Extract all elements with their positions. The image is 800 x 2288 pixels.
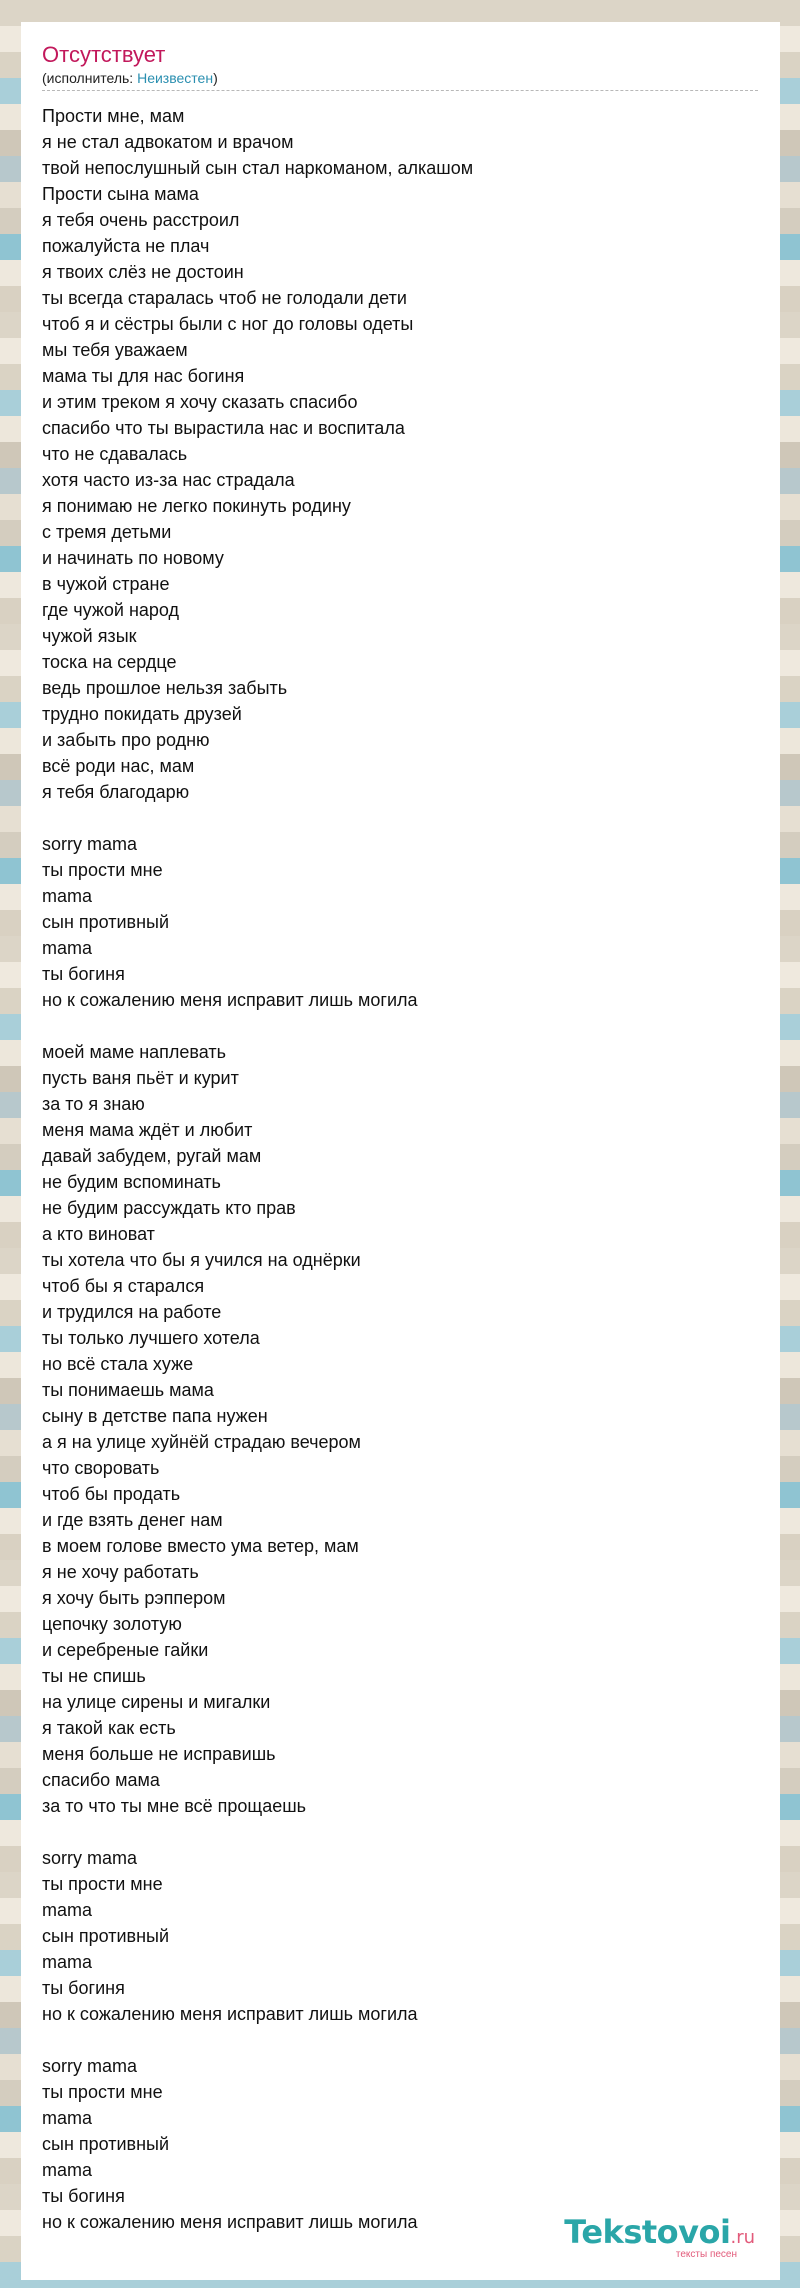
lyric-line: чтоб бы я старался (42, 1276, 205, 1296)
lyric-line: sorry mama (42, 834, 138, 854)
lyric-line: сын противный (42, 912, 170, 932)
lyric-line: не будим вспоминать (42, 1172, 221, 1192)
lyric-line: я не стал адвокатом и врачом (42, 132, 294, 152)
lyric-line: и серебреные гайки (42, 1640, 209, 1660)
lyric-line: моей маме наплевать (42, 1042, 227, 1062)
lyric-line: Прости сына мама (42, 184, 199, 204)
lyric-line: sorry mama (42, 2056, 138, 2076)
lyric-line: твой непослушный сын стал наркоманом, алкашом (42, 158, 474, 178)
lyric-line: мама ты для нас богиня (42, 366, 245, 386)
lyric-line: я твоих слёз не достоин (42, 262, 244, 282)
lyric-line: я тебя благодарю (42, 782, 190, 802)
lyric-line: и трудился на работе (42, 1302, 222, 1322)
artist-line (42, 69, 758, 87)
artist-prefix: (исполнитель: (42, 70, 138, 86)
lyric-line: с тремя детьми (42, 522, 172, 542)
lyric-line: ты прости мне (42, 860, 163, 880)
site-logo[interactable] (564, 2215, 755, 2260)
lyric-line: а я на улице хуйнёй страдаю вечером (42, 1432, 361, 1452)
lyric-line: на улице сирены и мигалки (42, 1692, 271, 1712)
lyric-line: за то я знаю (42, 1094, 145, 1114)
logo-main-text: Tekstovoi (564, 2213, 731, 2251)
lyric-line: ты богиня (42, 1978, 125, 1998)
artist-link[interactable]: Неизвестен (137, 70, 214, 86)
lyric-line: за то что ты мне всё прощаешь (42, 1796, 307, 1816)
lyric-line: ты не спишь (42, 1666, 146, 1686)
lyric-line: что своровать (42, 1458, 160, 1478)
lyric-line: ведь прошлое нельзя забыть (42, 678, 288, 698)
lyric-line: sorry mama (42, 1848, 138, 1868)
lyric-line: но всё стала хуже (42, 1354, 194, 1374)
lyric-line: mama (42, 1952, 93, 1972)
lyric-line: ты богиня (42, 964, 125, 984)
lyric-line: пусть ваня пьёт и курит (42, 1068, 239, 1088)
song-title: Отсутствует (42, 42, 166, 67)
lyric-line: мы тебя уважаем (42, 340, 188, 360)
lyrics-card (21, 22, 780, 2280)
lyric-line: спасибо мама (42, 1770, 160, 1790)
lyric-line: mama (42, 1900, 93, 1920)
lyric-line: и где взять денег нам (42, 1510, 223, 1530)
lyric-line: я хочу быть рэппером (42, 1588, 226, 1608)
lyric-line: ты богиня (42, 2186, 125, 2206)
lyric-line: я такой как есть (42, 1718, 176, 1738)
lyric-line: ты только лучшего хотела (42, 1328, 260, 1348)
artist-suffix: ) (213, 70, 218, 86)
lyric-line: тоска на сердце (42, 652, 177, 672)
logo-domain-suffix: .ru (730, 2227, 755, 2248)
lyric-line: я тебя очень расстроил (42, 210, 240, 230)
lyric-line: чтоб бы продать (42, 1484, 181, 1504)
lyric-line: где чужой народ (42, 600, 180, 620)
lyric-line: и забыть про родню (42, 730, 210, 750)
stanza-break (42, 1013, 758, 1039)
lyric-line: ты понимаешь мама (42, 1380, 214, 1400)
lyric-line: а кто виноват (42, 1224, 155, 1244)
lyric-line: чтоб я и сёстры были с ног до головы одеты (42, 314, 414, 334)
lyric-line: ты прости мне (42, 1874, 163, 1894)
lyric-line: я понимаю не легко покинуть родину (42, 496, 351, 516)
lyric-line: но к сожалению меня исправит лишь могила (42, 2004, 418, 2024)
lyric-line: ты всегда старалась чтоб не голодали дети (42, 288, 407, 308)
lyric-line: и этим треком я хочу сказать спасибо (42, 392, 358, 412)
lyric-line: всё роди нас, мам (42, 756, 195, 776)
lyric-line: я не хочу работать (42, 1562, 199, 1582)
lyric-line: mama (42, 2160, 93, 2180)
lyric-line: Прости мне, мам (42, 106, 185, 126)
lyric-line: меня больше не исправишь (42, 1744, 276, 1764)
logo-tagline: тексты песен (675, 2249, 737, 2260)
lyric-line: сыну в детстве папа нужен (42, 1406, 268, 1426)
stanza-break (42, 1819, 758, 1845)
lyric-line: хотя часто из-за нас страдала (42, 470, 295, 490)
lyric-line: сын противный (42, 2134, 170, 2154)
lyric-line: цепочку золотую (42, 1614, 182, 1634)
lyric-line: и начинать по новому (42, 548, 224, 568)
lyric-line: в чужой стране (42, 574, 170, 594)
lyric-line: в моем голове вместо ума ветер, мам (42, 1536, 359, 1556)
lyric-line: меня мама ждёт и любит (42, 1120, 253, 1140)
lyric-line: ты хотела что бы я учился на однёрки (42, 1250, 361, 1270)
lyric-line: что не сдавалась (42, 444, 188, 464)
lyric-line: чужой язык (42, 626, 137, 646)
lyric-line: спасибо что ты вырастила нас и воспитала (42, 418, 405, 438)
title-divider (42, 90, 758, 91)
stanza-break (42, 2027, 758, 2053)
lyric-line: mama (42, 2108, 93, 2128)
lyric-line: пожалуйста не плач (42, 236, 210, 256)
lyric-line: давай забудем, ругай мам (42, 1146, 262, 1166)
lyric-line: но к сожалению меня исправит лишь могила (42, 990, 418, 1010)
lyric-line: mama (42, 938, 93, 958)
lyric-line: не будим рассуждать кто прав (42, 1198, 296, 1218)
stanza-break (42, 805, 758, 831)
lyric-line: но к сожалению меня исправит лишь могила (42, 2212, 418, 2232)
lyric-line: трудно покидать друзей (42, 704, 242, 724)
lyrics-text (42, 103, 758, 2235)
lyric-line: сын противный (42, 1926, 170, 1946)
lyric-line: ты прости мне (42, 2082, 163, 2102)
lyric-line: mama (42, 886, 93, 906)
